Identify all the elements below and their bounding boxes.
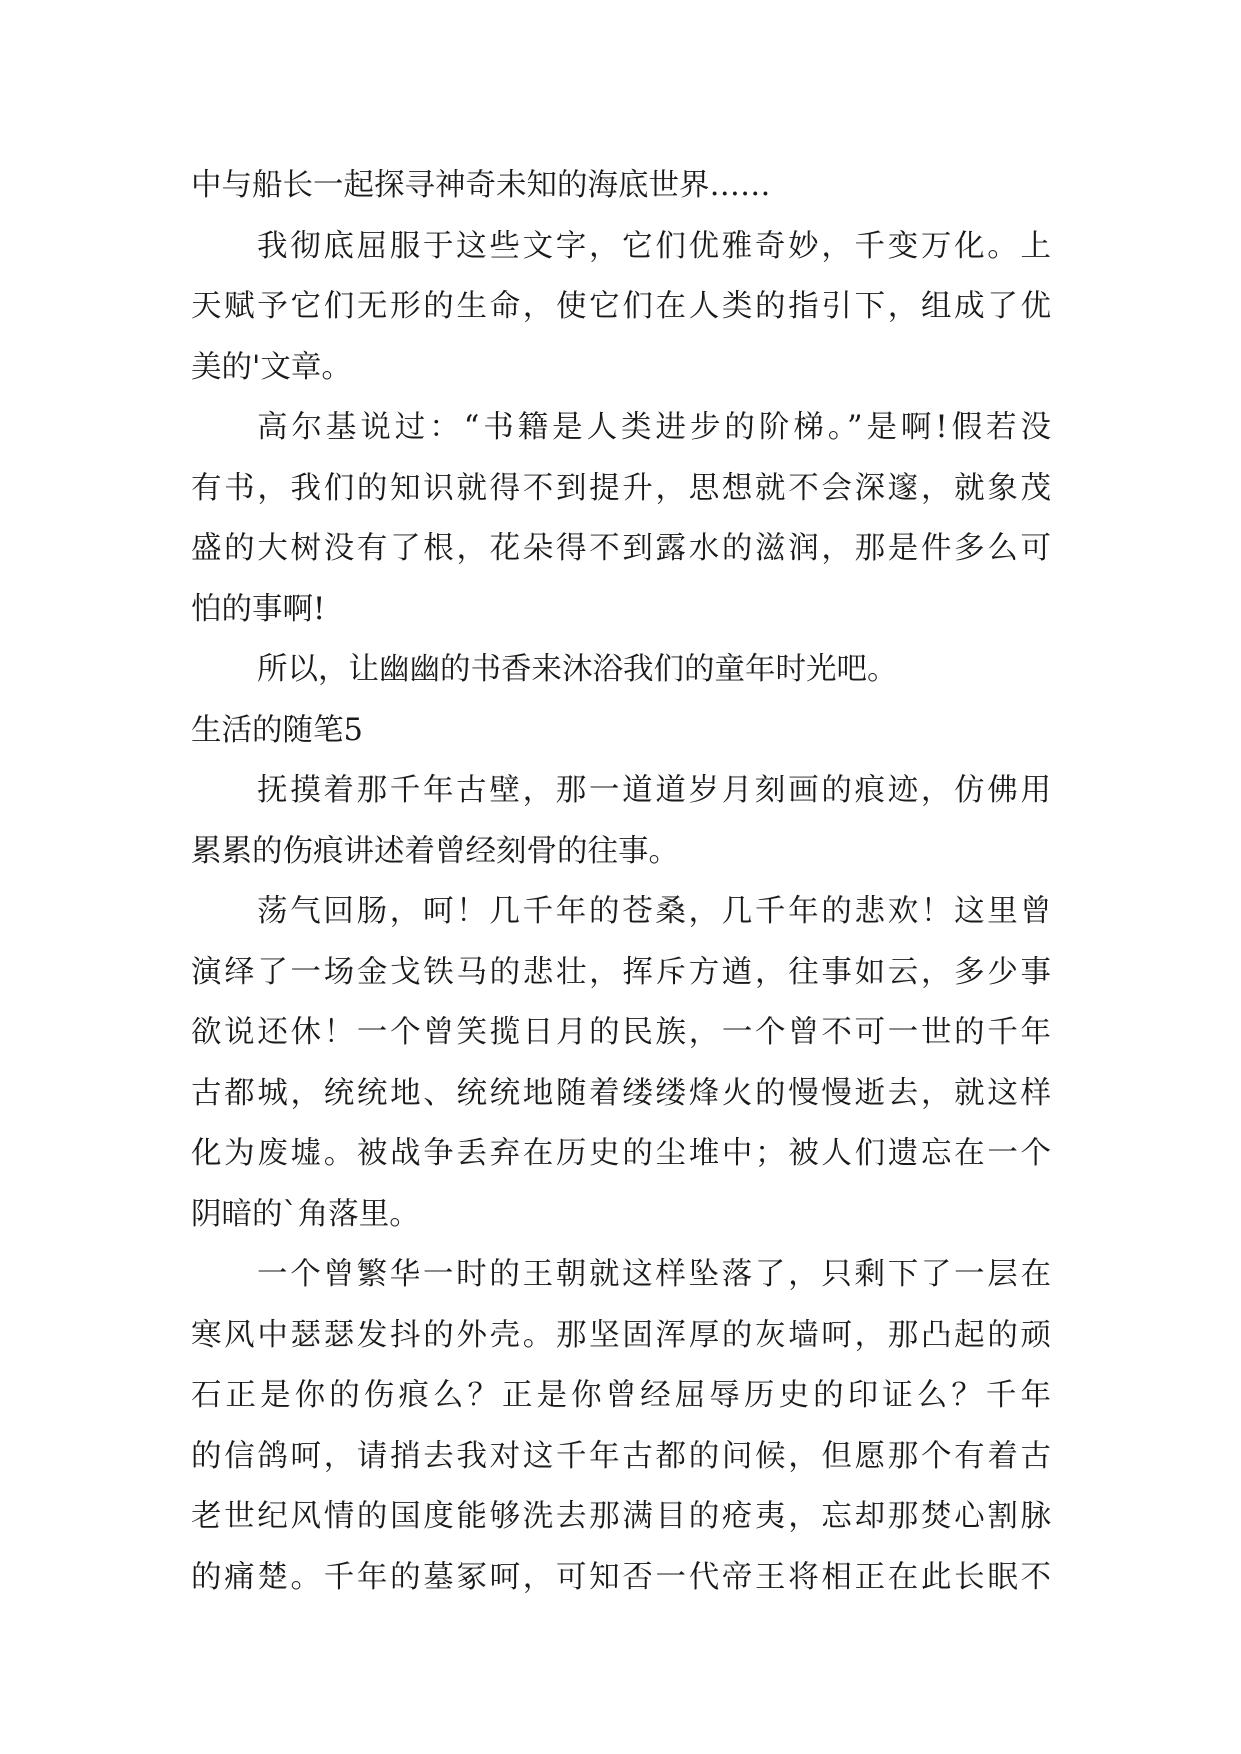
text-line: 我彻底屈服于这些文字，它们优雅奇妙，千变万化。上 (257, 228, 1051, 264)
text-line: 的信鸽呵，请捎去我对这千年古都的问候，但愿那个有着古 (191, 1438, 1051, 1474)
text-line: 所以，让幽幽的书香来沐浴我们的童年时光吧。 (257, 652, 898, 687)
text-line: 高尔基说过：“书籍是人类进步的阶梯。”是啊!假若没 (257, 410, 1051, 445)
text-line: 欲说还休！一个曾笑揽日月的民族，一个曾不可一世的千年 (191, 1015, 1051, 1050)
text-line: 中与船长一起探寻神奇未知的海底世界…… (191, 168, 771, 203)
text-line: 阴暗的`角落里。 (191, 1196, 420, 1232)
text-line: 有书，我们的知识就得不到提升，思想就不会深邃，就象茂 (191, 470, 1051, 506)
section-heading: 生活的随笔5 (191, 712, 363, 748)
text-line: 石正是你的伤痕么？正是你曾经屈辱历史的印证么？千年 (191, 1378, 1051, 1413)
text-line: 的痛楚。千年的墓冢呵，可知否一代帝王将相正在此长眠不 (191, 1559, 1051, 1595)
text-line: 古都城，统统地、统统地随着缕缕烽火的慢慢逝去，就这样 (191, 1075, 1051, 1111)
text-line: 累累的伤痕讲述着曾经刻骨的往事。 (191, 833, 679, 869)
text-line: 美的'文章。 (191, 349, 352, 385)
text-line: 老世纪风情的国度能够洗去那满目的疮夷，忘却那焚心割脉 (191, 1499, 1051, 1534)
text-line: 化为废墟。被战争丢弃在历史的尘堆中；被人们遗忘在一个 (191, 1136, 1051, 1171)
document-body (191, 156, 1051, 1608)
text-line: 寒风中瑟瑟发抖的外壳。那坚固浑厚的灰墙呵，那凸起的顽 (191, 1317, 1051, 1353)
text-line: 荡气回肠，呵！几千年的苍桑，几千年的悲欢！这里曾 (257, 894, 1051, 929)
text-line: 盛的大树没有了根，花朵得不到露水的滋润，那是件多么可 (191, 531, 1051, 566)
text-line: 抚摸着那千年古壁，那一道道岁月刻画的痕迹，仿佛用 (257, 773, 1051, 808)
text-line: 天赋予它们无形的生命，使它们在人类的指引下，组成了优 (191, 289, 1051, 324)
text-line: 一个曾繁华一时的王朝就这样坠落了，只剩下了一层在 (257, 1257, 1051, 1292)
text-line: 演绎了一场金戈铁马的悲壮，挥斥方遒，往事如云，多少事 (191, 954, 1051, 990)
text-line: 怕的事啊! (191, 591, 326, 627)
